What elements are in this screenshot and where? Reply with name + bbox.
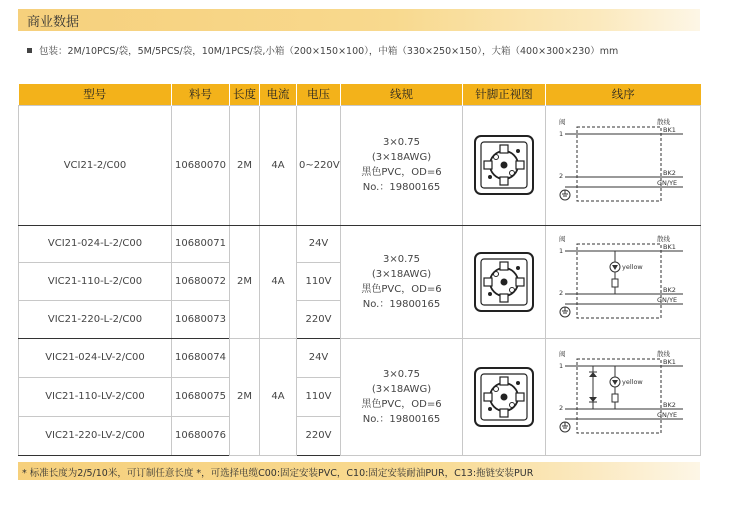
- part-cell: 10680074: [172, 338, 230, 377]
- cable-jacket: 黑色PVC，OD=6: [361, 283, 442, 295]
- wiring-label-pin2: 2: [559, 288, 564, 297]
- cable-size: 3×0.75: [382, 137, 420, 148]
- wiring-label-pin1: 1: [559, 246, 564, 255]
- wiring-label-bk1: BK1: [663, 126, 676, 134]
- wiring-label-bk1: BK1: [663, 357, 676, 366]
- wiring-cell: [546, 225, 701, 338]
- wiring-label-valve: 阀: [559, 234, 566, 243]
- voltage-cell: 220V: [297, 416, 341, 455]
- wiring-label-pin1: 1: [559, 130, 564, 138]
- pin-view-cell: [463, 338, 546, 455]
- wiring-label-pin1: 1: [559, 361, 564, 370]
- connector-pin-view-icon: [472, 365, 536, 429]
- led-indicator-icon: [610, 366, 620, 409]
- voltage-cell: 110V: [297, 262, 341, 300]
- length-cell: 2M: [230, 338, 260, 455]
- wiring-label-cable: 散线: [657, 118, 670, 126]
- wiring-label-valve: 阀: [559, 118, 566, 126]
- footer-note: * 标准长度为2/5/10米，可订制任意长度 *，可选择电缆C00:固定安装PVC，C10:固定安装耐油PUR，C13:拖链安装PUR: [22, 468, 534, 479]
- voltage-cell: 24V: [297, 225, 341, 262]
- part-cell: 10680076: [172, 416, 230, 455]
- table-row: [19, 338, 701, 377]
- length-cell: 2M: [230, 225, 260, 338]
- diode-icon: [589, 366, 597, 409]
- cable-jacket: 黑色PVC，OD=6: [361, 398, 442, 410]
- part-cell: 10680072: [172, 262, 230, 300]
- wiring-diagram-icon: [553, 232, 693, 332]
- voltage-cell: 220V: [297, 300, 341, 338]
- col-header-wiring: 线序: [546, 84, 701, 105]
- cable-number: No.：19800165: [362, 182, 441, 193]
- current-cell: 4A: [260, 105, 297, 225]
- table-row: [19, 225, 701, 262]
- wiring-label-cable: 散线: [657, 349, 670, 358]
- voltage-cell: 24V: [297, 338, 341, 377]
- length-cell: 2M: [230, 105, 260, 225]
- packaging-text: 包装：2M/10PCS/袋，5M/5PCS/袋，10M/1PCS/袋,小箱（200×150×100），中箱（330×250×150），大箱（400×300×230）mm: [39, 46, 619, 57]
- ground-icon: [560, 190, 570, 200]
- wiring-label-cable: 散线: [657, 234, 670, 243]
- wiring-label-gnye: GN/YE: [657, 295, 678, 304]
- model-cell: VIC21-220-LV-2/C00: [19, 416, 172, 455]
- wiring-diagram-icon: [553, 115, 693, 215]
- col-header-part: 料号: [172, 84, 230, 105]
- table-row: [19, 105, 701, 225]
- col-header-current: 电流: [260, 84, 297, 105]
- pin-view-cell: [463, 225, 546, 338]
- wiring-diagram-icon: [553, 347, 693, 447]
- model-cell: VIC21-110-LV-2/C00: [19, 377, 172, 416]
- part-cell: 10680071: [172, 225, 230, 262]
- cable-awg: (3×18AWG): [371, 268, 432, 280]
- cable-awg: (3×18AWG): [371, 383, 432, 395]
- cable-number: No.：19800165: [362, 413, 441, 425]
- wiring-label-bk1: BK1: [663, 242, 676, 251]
- ground-icon: [560, 422, 570, 432]
- col-header-voltage: 电压: [297, 84, 341, 105]
- col-header-pin-view: 针脚正视图: [463, 84, 546, 105]
- wiring-label-valve: 阀: [559, 349, 566, 358]
- cable-size: 3×0.75: [382, 368, 420, 380]
- model-cell: VIC21-110-L-2/C00: [19, 262, 172, 300]
- wiring-label-led: yellow: [622, 262, 643, 271]
- wiring-label-gnye: GN/YE: [657, 179, 678, 187]
- wiring-label-bk2: BK2: [663, 169, 676, 177]
- part-cell: 10680073: [172, 300, 230, 338]
- wiring-label-pin2: 2: [559, 172, 564, 180]
- connector-pin-view-icon: [472, 250, 536, 314]
- wiring-cell: [546, 105, 701, 225]
- wiring-label-bk2: BK2: [663, 400, 676, 409]
- cable-number: No.：19800165: [362, 298, 441, 310]
- current-cell: 4A: [260, 338, 297, 455]
- wiring-label-bk2: BK2: [663, 285, 676, 294]
- model-cell: VCI21-2/C00: [19, 105, 172, 225]
- model-cell: VIC21-220-L-2/C00: [19, 300, 172, 338]
- cable-jacket: 黑色PVC，OD=6: [361, 167, 442, 178]
- table-header-row: [19, 84, 701, 105]
- current-cell: 4A: [260, 225, 297, 338]
- packaging-info: [27, 43, 618, 57]
- wiring-cell: [546, 338, 701, 455]
- part-cell: 10680070: [172, 105, 230, 225]
- wiring-label-pin2: 2: [559, 403, 564, 412]
- product-spec-table: [18, 84, 701, 456]
- model-cell: VCI21-024-L-2/C00: [19, 225, 172, 262]
- cable-spec-cell: [341, 225, 463, 338]
- cable-spec-cell: [341, 105, 463, 225]
- wiring-label-led: yellow: [622, 377, 643, 386]
- col-header-length: 长度: [230, 84, 260, 105]
- section-title: 商业数据: [27, 15, 80, 30]
- pin-view-cell: [463, 105, 546, 225]
- model-cell: VIC21-024-LV-2/C00: [19, 338, 172, 377]
- led-indicator-icon: [610, 251, 620, 294]
- voltage-cell: 110V: [297, 377, 341, 416]
- col-header-model: 型号: [19, 84, 172, 105]
- wiring-label-gnye: GN/YE: [657, 410, 678, 419]
- connector-pin-view-icon: [472, 133, 536, 197]
- voltage-cell: 0~220V: [297, 105, 341, 225]
- bullet-icon: [27, 48, 32, 53]
- section-header-band: [18, 9, 700, 31]
- part-cell: 10680075: [172, 377, 230, 416]
- col-header-cable: 线规: [341, 84, 463, 105]
- ground-icon: [560, 307, 570, 317]
- cable-awg: (3×18AWG): [371, 152, 432, 163]
- cable-size: 3×0.75: [382, 253, 420, 265]
- cable-spec-cell: [341, 338, 463, 455]
